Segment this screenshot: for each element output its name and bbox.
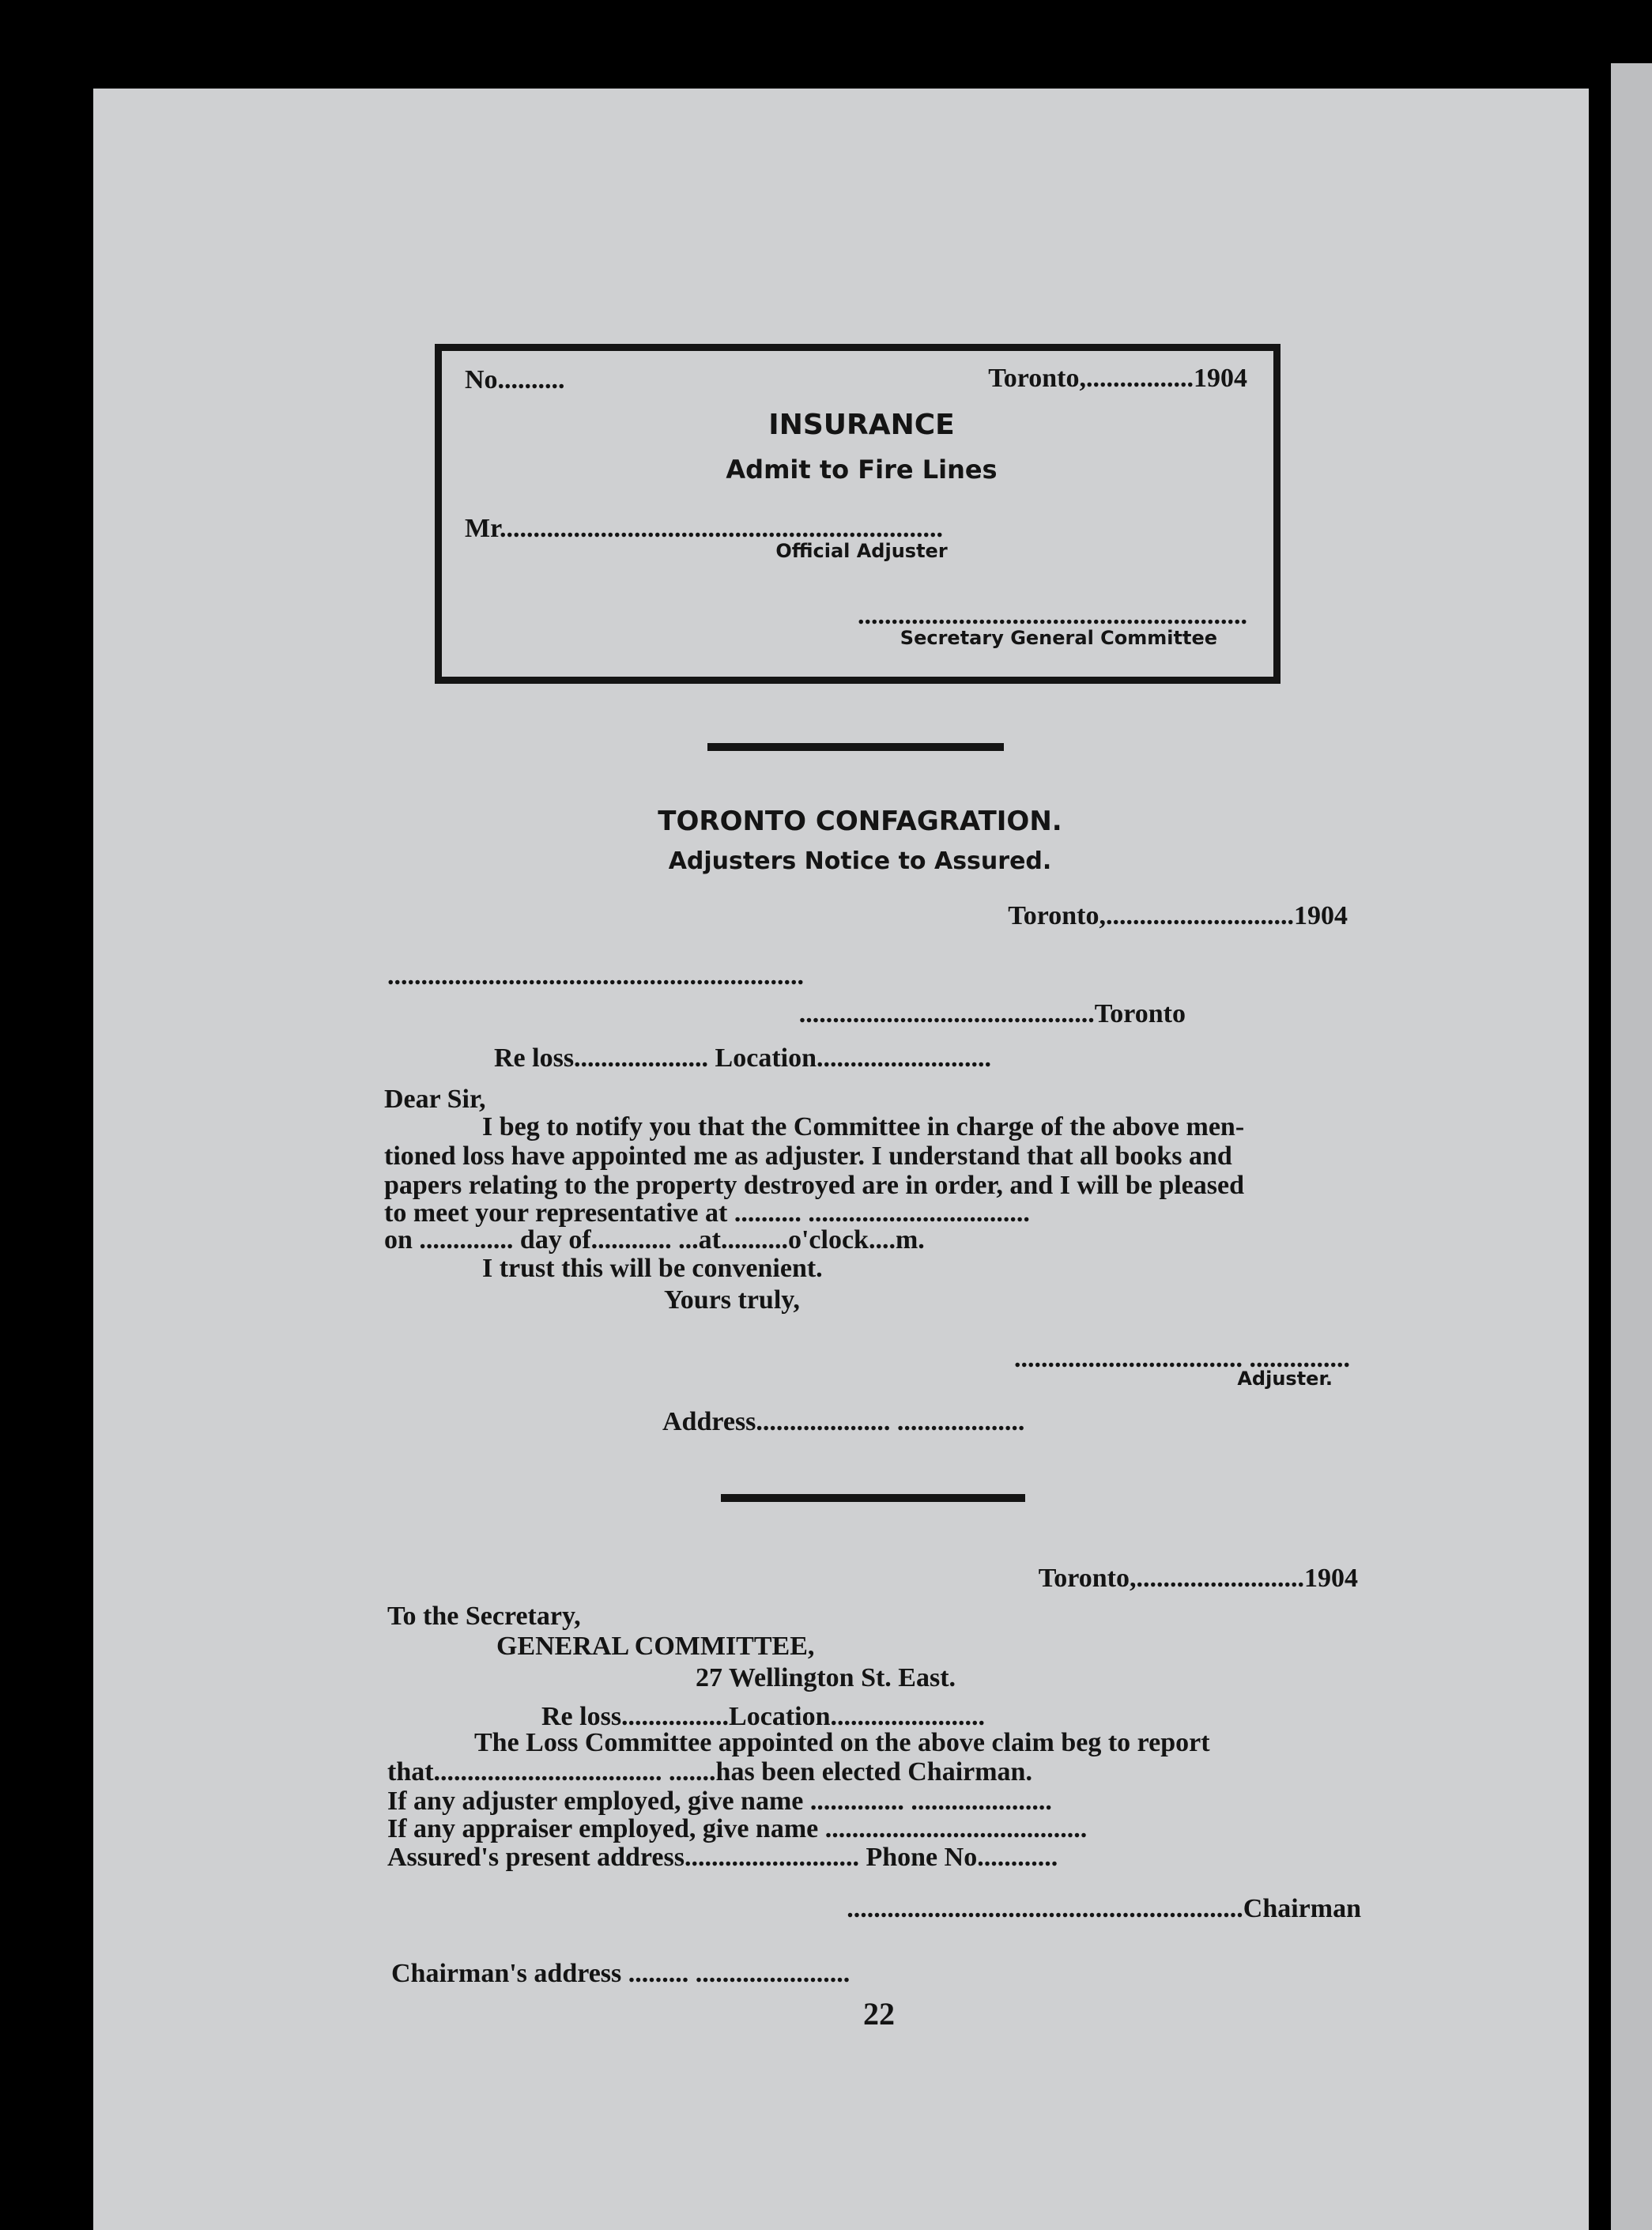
report-line-4: If any appraiser employed, give name ....................................... xyxy=(387,1814,1088,1843)
report-line-3: If any adjuster employed, give name .............. ..................... xyxy=(387,1787,1052,1816)
report-chairman-line: ...........................................................Chairman xyxy=(847,1894,1361,1923)
notice-heading: TORONTO CONFAGRATION. xyxy=(658,806,1062,837)
notice-body-1: I beg to notify you that the Committee in charge of the above men- xyxy=(482,1112,1245,1141)
notice-re-loss: Re loss.................... Location.......................... xyxy=(494,1043,991,1073)
report-line-5: Assured's present address.......................... Phone No............ xyxy=(387,1843,1058,1872)
report-re-loss: Re loss................Location....................... xyxy=(541,1702,985,1731)
report-line-2: that.................................. .......has been elected Chairman. xyxy=(387,1757,1032,1787)
notice-date: Toronto,............................1904 xyxy=(1008,901,1348,930)
notice-addressee-city: ............................................Toronto xyxy=(798,999,1186,1028)
ticket-subtitle: Admit to Fire Lines xyxy=(726,455,998,485)
notice-closing: Yours truly, xyxy=(664,1285,800,1315)
notice-signature-line: .................................. ............... xyxy=(1014,1344,1350,1373)
ticket-signature-caption: Secretary General Committee xyxy=(900,627,1217,649)
report-to: To the Secretary, xyxy=(387,1602,581,1631)
notice-subheading: Adjusters Notice to Assured. xyxy=(668,847,1052,875)
notice-address: Address.................... ................... xyxy=(662,1407,1025,1436)
report-line-1: The Loss Committee appointed on the above claim beg to report xyxy=(474,1728,1210,1757)
notice-salutation: Dear Sir, xyxy=(384,1085,486,1114)
ticket-signature-line: .......................................................... xyxy=(858,601,1247,630)
divider-2 xyxy=(721,1494,1025,1502)
notice-body-6: I trust this will be convenient. xyxy=(482,1254,823,1283)
divider-1 xyxy=(707,743,1004,751)
notice-addressee-line: .............................................................. xyxy=(387,961,804,990)
report-date: Toronto,.........................1904 xyxy=(1038,1564,1358,1593)
notice-body-4: to meet your representative at .......... ................................. xyxy=(384,1198,1030,1228)
notice-signature-caption: Adjuster. xyxy=(1237,1368,1333,1390)
report-street: 27 Wellington St. East. xyxy=(696,1663,956,1692)
notice-body-5: on .............. day of............ ...at..........o'clock....m. xyxy=(384,1225,925,1255)
notice-body-2: tioned loss have appointed me as adjuster. I understand that all books and xyxy=(384,1141,1232,1171)
page-number: 22 xyxy=(863,1996,895,2032)
ticket-date: Toronto,................1904 xyxy=(988,364,1247,393)
report-chairman-address: Chairman's address ......... ....................... xyxy=(391,1959,851,1988)
next-page-edge xyxy=(1611,63,1652,2230)
ticket-mr-caption: Official Adjuster xyxy=(775,540,948,562)
notice-body-3: papers relating to the property destroyed are in order, and I will be pleased xyxy=(384,1171,1244,1200)
report-committee: GENERAL COMMITTEE, xyxy=(496,1632,815,1661)
ticket-number: No.......... xyxy=(465,365,565,394)
ticket-mr-line: Mr.................................................................. xyxy=(465,514,944,543)
ticket-title: INSURANCE xyxy=(768,409,955,441)
